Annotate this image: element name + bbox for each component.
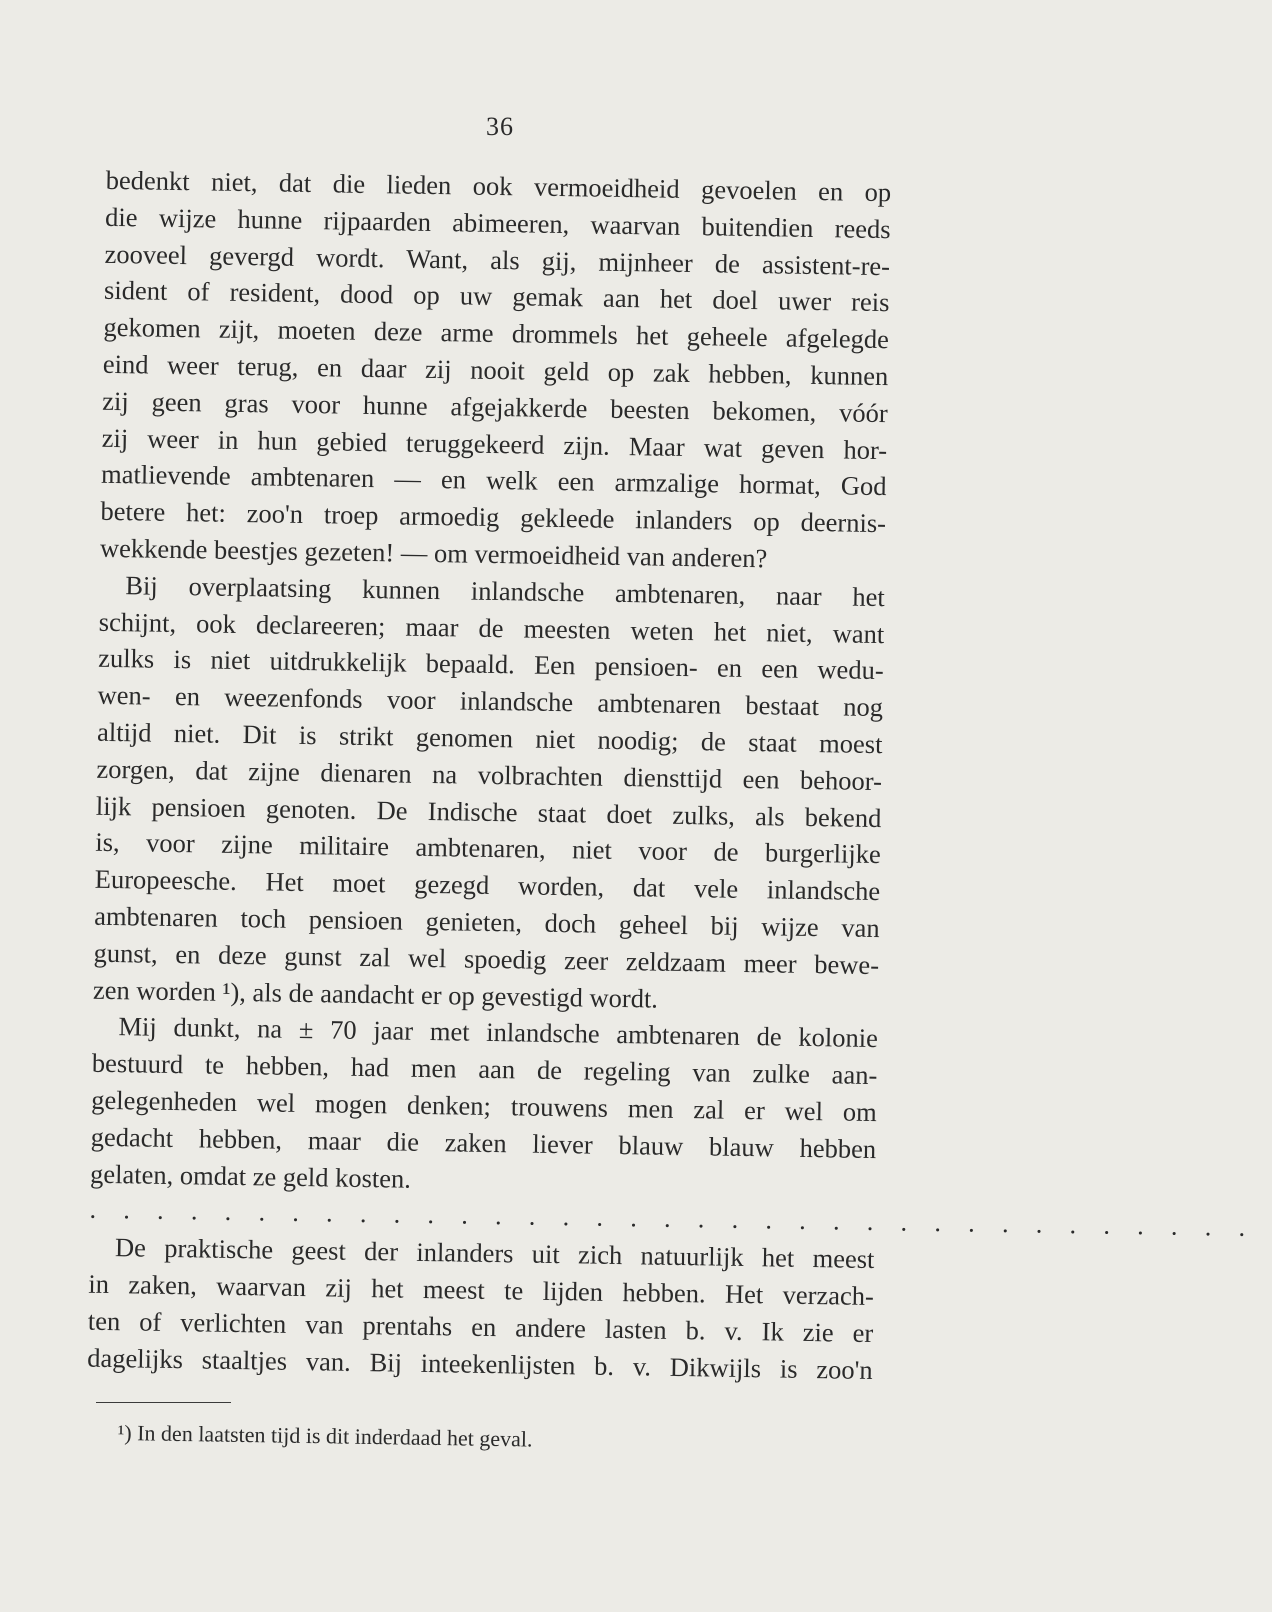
- paragraph-start-line: De praktische geest der inlanders uit zich natuurlijk het meest: [114, 1232, 875, 1275]
- text-line: is, voor zijne militaire ambtenaren, niet voor de burgerlijke: [95, 827, 882, 870]
- ellipsis-separator: . . . . . . . . . . . . . . . . . . . . . . . . . . . . . . . . . . .: [89, 1195, 1256, 1243]
- text-line: die wijze hunne rijpaarden abimeeren, waarvan buitendien reeds: [104, 201, 891, 244]
- text-line: zen worden ¹), als de aandacht er op gevestigd wordt.: [92, 974, 659, 1014]
- text-line: zooveel gevergd wordt. Want, als gij, mijnheer de assistent-re-: [104, 238, 891, 281]
- page-number: 36: [486, 112, 514, 141]
- text-line: zulks is niet uitdrukkelijk bepaald. Een pensioen- en een wedu-: [98, 643, 884, 686]
- text-line: lijk pensioen genoten. De Indische staat doet zulks, als bekend: [95, 790, 882, 833]
- text-line: gelegenheden wel mogen denken; trouwens men zal er wel om: [91, 1084, 877, 1127]
- text-line: Europeesche. Het moet gezegd worden, dat vele inlandsche: [94, 863, 881, 907]
- body-text: [87, 162, 1256, 1388]
- text-line: betere het: zoo'n troep armoedig gekleede inlanders op deernis-: [100, 495, 887, 539]
- text-line: bestuurd te hebben, had men aan de regeling van zulke aan-: [91, 1047, 878, 1091]
- text-line: wen- en weezenfonds voor inlandsche ambtenaren bestaat nog: [97, 679, 884, 723]
- text-line: zij geen gras voor hunne afgejakkerde beesten bekomen, vóór: [102, 385, 888, 428]
- text-line: schijnt, ook declareeren; maar de meesten weten het niet, want: [98, 606, 885, 649]
- paragraph-start-line: Mij dunkt, na ± 70 jaar met inlandsche ambtenaren de kolonie: [118, 1011, 879, 1054]
- text-line: dagelijks staaltjes van. Bij inteekenlijsten b. v. Dikwijls is zoo'n: [87, 1342, 873, 1385]
- text-line: eind weer terug, en daar zij nooit geld op zak hebben, kunnen: [102, 348, 889, 392]
- text-line: zij weer in hun gebied teruggekeerd zijn. Maar wat geven hor-: [101, 422, 888, 465]
- text-line: in zaken, waarvan zij het meest te lijden hebben. Het verzach-: [88, 1268, 875, 1311]
- text-line: gelaten, omdat ze geld kosten.: [89, 1158, 412, 1194]
- text-line: gunst, en deze gunst zal wel spoedig zeer zeldzaam meer bewe-: [93, 937, 880, 980]
- text-line: wekkende beestjes gezeten! — om vermoeidheid van anderen?: [99, 532, 768, 574]
- footnote-rule: [96, 1402, 231, 1403]
- paragraph-start-line: Bij overplaatsing kunnen inlandsche ambtenaren, naar het: [125, 569, 886, 612]
- text-line: ten of verlichten van prentahs en andere lasten b. v. Ik zie er: [87, 1305, 874, 1348]
- text-line: ambtenaren toch pensioen genieten, doch geheel bij wijze van: [93, 900, 880, 944]
- text-line: gedacht hebben, maar die zaken liever blauw blauw hebben: [90, 1121, 877, 1164]
- text-line: bedenkt niet, dat die lieden ook vermoeidheid gevoelen en op: [105, 164, 892, 208]
- text-line: altijd niet. Dit is strikt genomen niet noodig; de staat moest: [96, 716, 883, 760]
- text-line: matlievende ambtenaren — en welk een armzalige hormat, God: [100, 459, 887, 502]
- footnote: ¹) In den laatsten tijd is dit inderdaad het geval.: [117, 1420, 533, 1452]
- text-line: gekomen zijt, moeten deze arme drommels het geheele afgelegde: [103, 311, 890, 355]
- text-line: zorgen, dat zijne dienaren na volbrachten diensttijd een behoor-: [96, 753, 883, 796]
- text-line: sident of resident, dood op uw gemak aan het doel uwer reis: [103, 275, 890, 318]
